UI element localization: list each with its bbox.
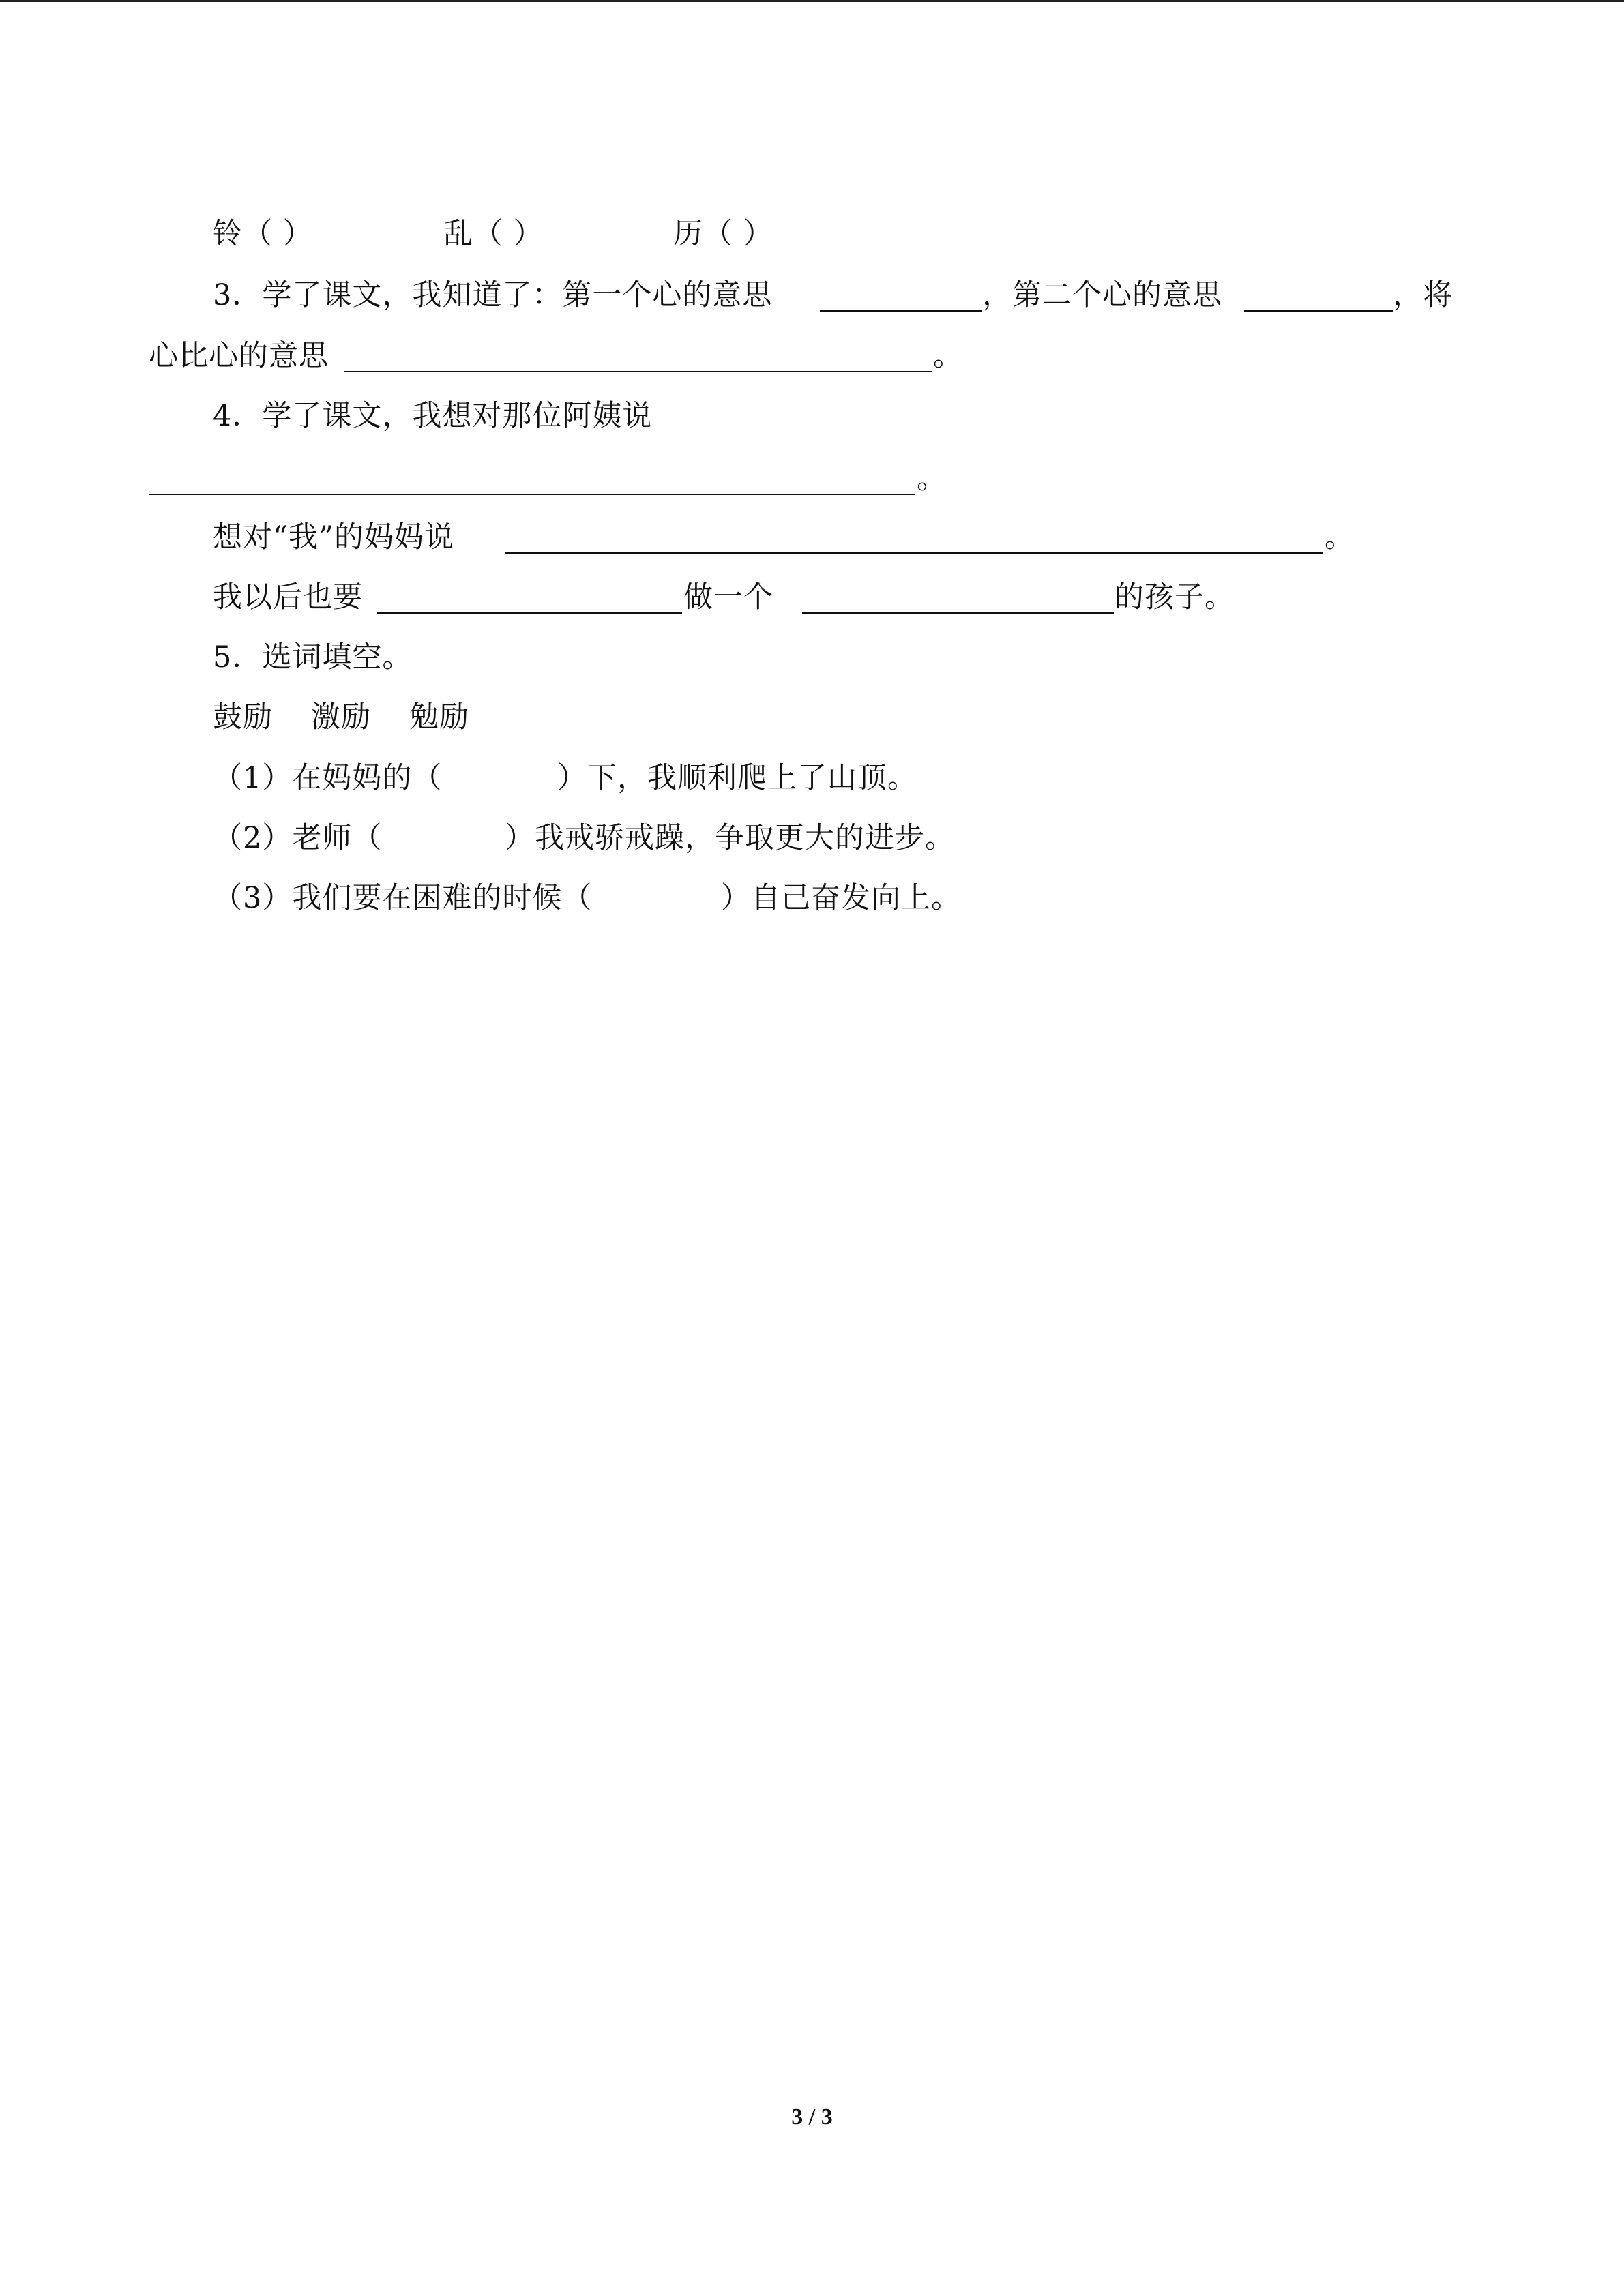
q4-line-4 (213, 577, 1372, 618)
q5-sentence-1 (213, 758, 1168, 799)
q4-line-2 (149, 458, 967, 499)
q3-blank-second-heart[interactable] (1244, 310, 1393, 312)
q4-blank-to-mother[interactable] (505, 552, 1323, 554)
q5-heading (213, 637, 758, 678)
q4-line-1 (213, 396, 1031, 436)
q5-word-option-3: 勉励 (409, 700, 469, 734)
q5-sentence-2-suffix: ）我戒骄戒躁，争取更大的进步。 (505, 821, 955, 855)
page-top-border (0, 0, 1624, 2)
q5-word-options (213, 697, 758, 738)
q3-line-1 (213, 275, 1475, 316)
q4-future-text: 我以后也要 (213, 580, 363, 614)
q3-prompt: 3．学了课文，我知道了：第一个心的意思 (213, 278, 773, 312)
q3-blank-first-heart[interactable] (820, 310, 982, 312)
q4-line-3 (213, 517, 1372, 558)
q5-sentence-2-prefix: （2）老师（ (213, 821, 383, 855)
q4-end-mark-2: 。 (1325, 520, 1355, 554)
q4-child-text: 的孩子。 (1114, 580, 1235, 614)
q3-line-2 (149, 336, 1035, 376)
q5-word-option-1: 鼓励 (213, 700, 273, 734)
q3-idiom-text: 心比心的意思 (149, 339, 329, 373)
q4-blank-kind-of-child[interactable] (802, 612, 1114, 614)
q4-end-mark-1: 。 (917, 462, 947, 496)
q5-sentence-3-suffix: ）自己奋发向上。 (721, 881, 961, 915)
q3-end-mark: 。 (933, 339, 963, 373)
q5-sentence-3-prefix: （3）我们要在困难的时候（ (213, 881, 593, 915)
q3-middle-text: ，第二个心的意思 (982, 278, 1222, 312)
q4-blank-future-action[interactable] (377, 612, 682, 614)
q5-heading-text: 5．选词填空。 (213, 640, 413, 674)
q2-item-li: 历（ ） (673, 217, 773, 251)
q5-word-option-2: 激励 (311, 700, 371, 734)
q3-blank-idiom-meaning[interactable] (344, 371, 932, 372)
q4-prompt: 4．学了课文，我想对那位阿姨说 (213, 399, 653, 433)
q4-to-mother-text: 想对“我”的妈妈说 (213, 520, 454, 554)
page-number: 3 / 3 (791, 2104, 833, 2130)
q5-sentence-2 (213, 818, 1168, 859)
q4-blank-to-aunt[interactable] (149, 494, 915, 495)
q2-item-luan: 乱（ ） (443, 217, 544, 251)
q4-be-a-text: 做一个 (683, 580, 773, 614)
q3-tail-text: ，将 (1393, 278, 1453, 312)
q2-item-ling: 铃（ ） (213, 217, 313, 251)
q5-sentence-3 (213, 878, 1168, 919)
q5-sentence-1-prefix: （1）在妈妈的（ (213, 761, 443, 795)
q5-sentence-1-suffix: ）下，我顺利爬上了山顶。 (557, 761, 917, 795)
q2-char-row (213, 213, 1509, 254)
